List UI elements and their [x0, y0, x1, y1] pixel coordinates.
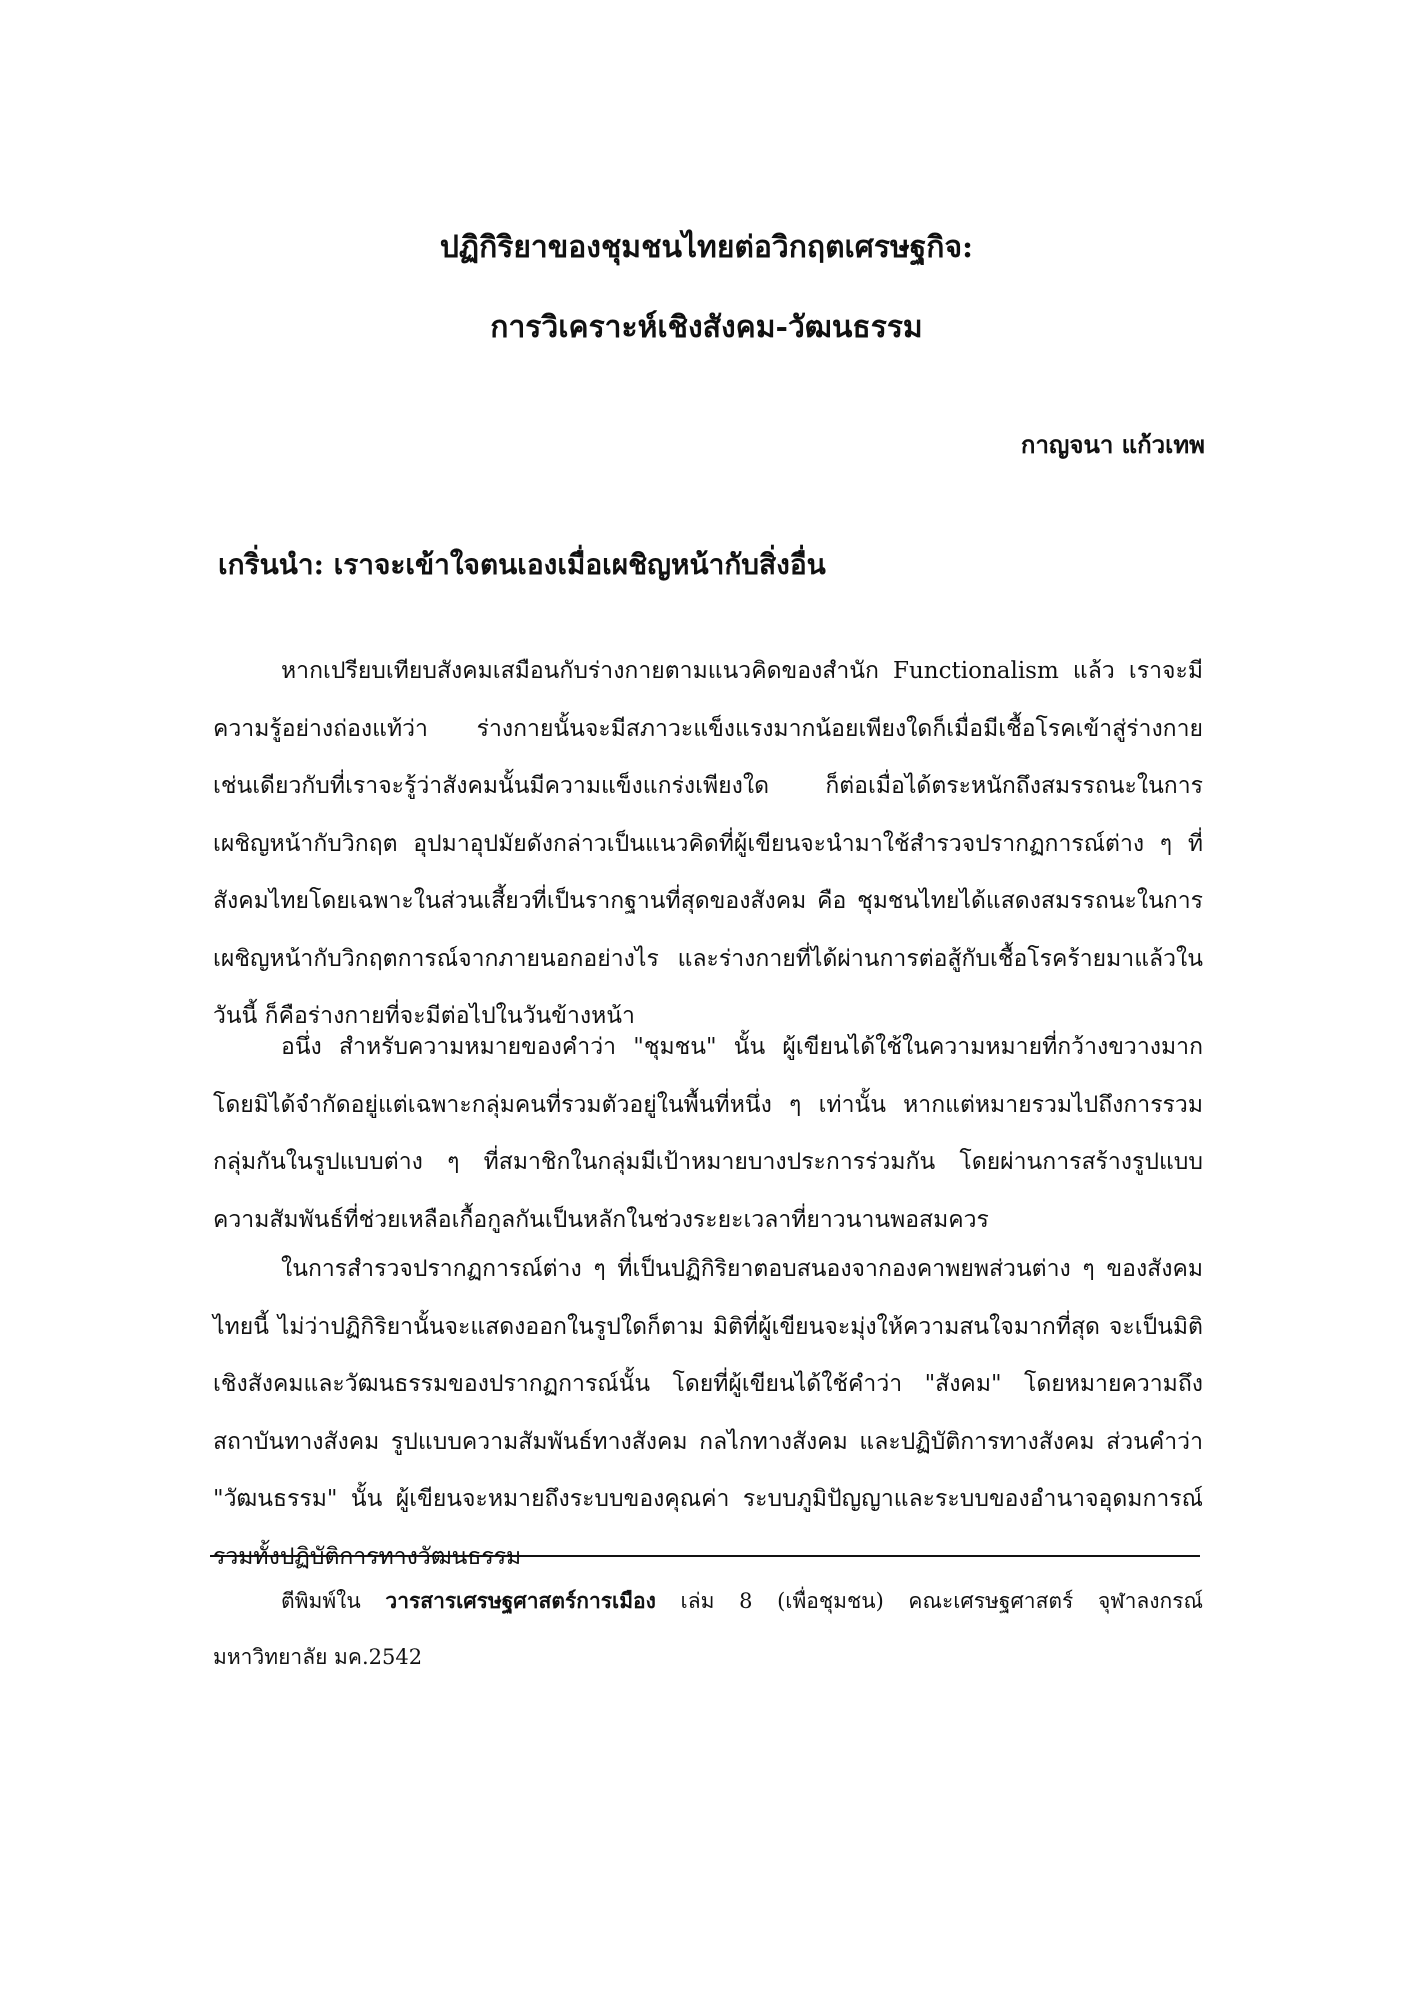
- footnote-journal-title: วารสารเศรษฐศาสตร์การเมือง: [385, 1588, 656, 1613]
- section-heading: เกริ่นนำ: เราจะเข้าใจตนเองเมื่อเผชิญหน้ากับสิ่งอื่น: [218, 548, 826, 581]
- document-title-line-2: การวิเคราะห์เชิงสังคม-วัฒนธรรม: [490, 310, 923, 345]
- body-paragraph-3: ในการสำรวจปรากฏการณ์ต่าง ๆ ที่เป็นปฏิกิริยาตอบสนองจากองคาพยพส่วนต่าง ๆ ของสังคมไทยนี้ ไม่ว่าปฏิกิริยานั้นจะแสดงออกในรูปใดก็ตาม มิติที่ผู้เขียนจะมุ่งให้ความสนใจมากที่สุด จะเป็นมิติเชิงสังคมและวัฒนธรรมของปรากฏการณ์นั้น โดยที่ผู้เขียนได้ใช้คำว่า "สังคม" โดยหมายความถึง สถาบันทางสังคม รูปแบบความสัมพันธ์ทางสังคม กลไกทางสังคม และปฏิบัติการทางสังคม ส่วนคำว่า "วัฒนธรรม" นั้น ผู้เขียนจะหมายถึงระบบของคุณค่า ระบบภูมิปัญญาและระบบของอำนาจอุดมการณ์ รวมทั้งปฏิบัติการทางวัฒนธรรม: [213, 1256, 1203, 1570]
- publication-footnote: [213, 1573, 1203, 1685]
- footnote-suffix: เล่ม 8 (เพื่อชุมชน) คณะเศรษฐศาสตร์ จุฬาลงกรณ์มหาวิทยาลัย มค.2542: [213, 1589, 1203, 1669]
- document-title-line-1: ปฏิกิริยาของชุมชนไทยต่อวิกฤตเศรษฐกิจ:: [439, 230, 974, 265]
- footnote-prefix: ตีพิมพ์ใน: [281, 1589, 386, 1613]
- body-paragraph-2: อนึ่ง สำหรับความหมายของคำว่า "ชุมชน" นั้น ผู้เขียนได้ใช้ในความหมายที่กว้างขวางมาก โดยมิได้จำกัดอยู่แต่เฉพาะกลุ่มคนที่รวมตัวอยู่ในพื้นที่หนึ่ง ๆ เท่านั้น หากแต่หมายรวมไปถึงการรวมกลุ่มกันในรูปแบบต่าง ๆ ที่สมาชิกในกลุ่มมีเป้าหมายบางประการร่วมกัน โดยผ่านการสร้างรูปแบบความสัมพันธ์ที่ช่วยเหลือเกื้อกูลกันเป็นหลักในช่วงระยะเวลาที่ยาวนานพอสมควร: [213, 1034, 1203, 1233]
- footnote-divider: [210, 1555, 1200, 1557]
- author-name: กาญจนา แก้วเทพ: [1020, 430, 1205, 459]
- body-paragraph-1: หากเปรียบเทียบสังคมเสมือนกับร่างกายตามแนวคิดของสำนัก Functionalism แล้ว เราจะมีความรู้อย่างถ่องแท้ว่า ร่างกายนั้นจะมีสภาวะแข็งแรงมากน้อยเพียงใดก็เมื่อมีเชื้อโรคเข้าสู่ร่างกาย เช่นเดียวกับที่เราจะรู้ว่าสังคมนั้นมีความแข็งแกร่งเพียงใด ก็ต่อเมื่อได้ตระหนักถึงสมรรถนะในการเผชิญหน้ากับวิกฤต อุปมาอุปมัยดังกล่าวเป็นแนวคิดที่ผู้เขียนจะนำมาใช้สำรวจปรากฏการณ์ต่าง ๆ ที่สังคมไทยโดยเฉพาะในส่วนเสี้ยวที่เป็นรากฐานที่สุดของสังคม คือ ชุมชนไทยได้แสดงสมรรถนะในการเผชิญหน้ากับวิกฤตการณ์จากภายนอกอย่างไร และร่างกายที่ได้ผ่านการต่อสู้กับเชื้อโรคร้ายมาแล้วในวันนี้ ก็คือร่างกายที่จะมีต่อไปในวันข้างหน้า: [213, 658, 1203, 1029]
